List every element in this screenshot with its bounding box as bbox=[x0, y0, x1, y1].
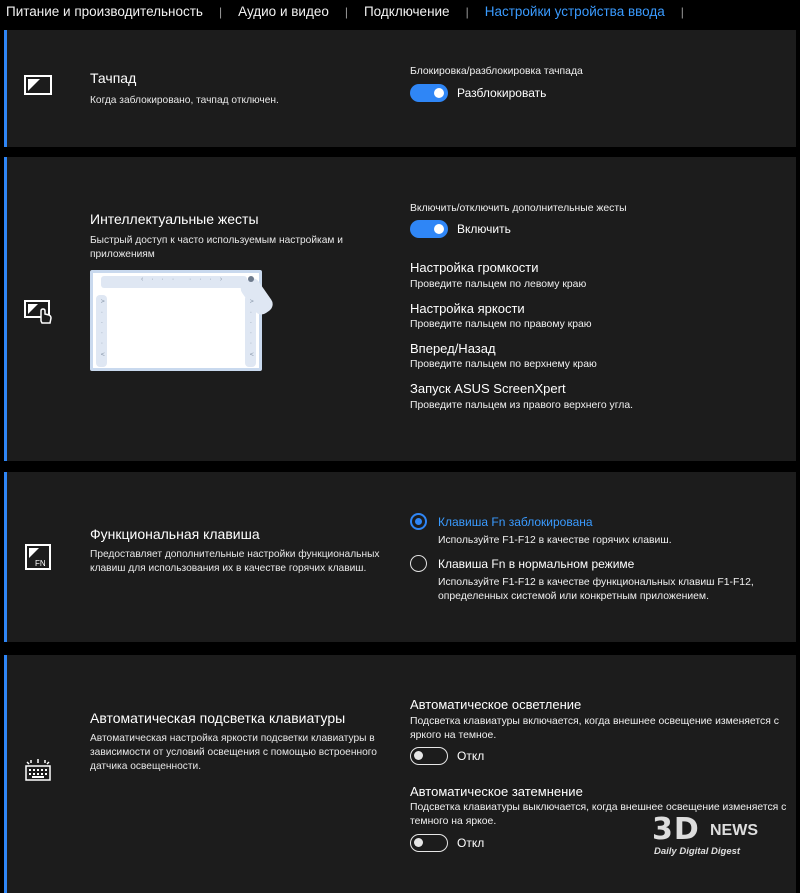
fn-normal-hint-line1: Используйте F1-F12 в качестве функциональных клавиш F1-F12, bbox=[438, 577, 754, 588]
gestures-enable-toggle[interactable] bbox=[410, 220, 448, 238]
fn-normal-title[interactable]: Клавиша Fn в нормальном режиме bbox=[438, 557, 635, 571]
fn-locked-title[interactable]: Клавиша Fn заблокирована bbox=[438, 515, 593, 529]
backlight-title: Автоматическая подсветка клавиатуры bbox=[90, 710, 346, 726]
fn-normal-hint-line2: определенных системой или конкретным приложением. bbox=[438, 591, 709, 602]
auto-dim-hint-line2: темного на яркое. bbox=[410, 816, 497, 827]
fn-key-icon bbox=[23, 542, 53, 572]
auto-brighten-hint-line2: яркого на темное. bbox=[410, 730, 497, 741]
3dnews-watermark bbox=[652, 812, 792, 862]
gesture-navigation-hint: Проведите пальцем по верхнему краю bbox=[410, 359, 597, 370]
fnkey-description-line1: Предоставляет дополнительные настройки функциональных bbox=[90, 549, 380, 560]
auto-dim-hint-line1: Подсветка клавиатуры выключается, когда внешнее освещение изменяется с bbox=[410, 802, 787, 813]
svg-text:FN: FN bbox=[35, 559, 46, 568]
touch-gesture-icon bbox=[23, 295, 53, 325]
auto-brighten-toggle[interactable] bbox=[410, 747, 448, 765]
fn-normal-radio[interactable] bbox=[410, 555, 427, 572]
backlight-description-line2: зависимости от условий освещения с помощью встроенного bbox=[90, 747, 377, 758]
gestures-toggle-text: Включить bbox=[457, 222, 511, 236]
touchpad-lock-toggle[interactable] bbox=[410, 84, 448, 102]
gesture-screenxpert-title: Запуск ASUS ScreenXpert bbox=[410, 381, 566, 396]
gesture-brightness-title: Настройка яркости bbox=[410, 301, 525, 316]
tab-separator: | bbox=[218, 5, 223, 19]
touchpad-icon bbox=[23, 70, 53, 100]
gestures-description-line2: приложениям bbox=[90, 249, 155, 260]
backlight-description-line1: Автоматическая настройка яркости подсветки клавиатуры в bbox=[90, 733, 375, 744]
auto-brighten-title: Автоматическое осветление bbox=[410, 697, 582, 712]
auto-dim-toggle[interactable] bbox=[410, 834, 448, 852]
gestures-illustration bbox=[90, 270, 262, 371]
top-arrows: ‹ · · · bbox=[141, 276, 178, 283]
right-arrows: ˄ · · · · ˅ bbox=[247, 299, 254, 360]
tab-separator: | bbox=[344, 5, 348, 19]
touchpad-card bbox=[4, 30, 796, 147]
auto-dim-toggle-text: Откл bbox=[457, 836, 485, 850]
fn-locked-radio[interactable] bbox=[410, 513, 427, 530]
tab-connection[interactable]: Подключение bbox=[363, 4, 450, 19]
top-arrows: · · · › bbox=[189, 276, 226, 283]
touchpad-description: Когда заблокировано, тачпад отключен. bbox=[90, 95, 279, 106]
fn-locked-hint: Используйте F1-F12 в качестве горячих клавиш. bbox=[438, 535, 672, 546]
settings-tab-bar bbox=[0, 0, 800, 24]
watermark-tagline: Daily Digital Digest bbox=[654, 846, 741, 857]
gesture-brightness-hint: Проведите пальцем по правому краю bbox=[410, 319, 592, 330]
auto-brighten-toggle-text: Откл bbox=[457, 749, 485, 763]
gesture-volume-title: Настройка громкости bbox=[410, 260, 539, 275]
tab-audio-video[interactable]: Аудио и видео bbox=[238, 4, 329, 19]
tab-separator: | bbox=[465, 5, 469, 19]
auto-brighten-hint-line1: Подсветка клавиатуры включается, когда внешнее освещение изменяется с bbox=[410, 716, 779, 727]
tab-separator: | bbox=[680, 5, 684, 19]
touchpad-lock-label: Блокировка/разблокировка тачпада bbox=[410, 66, 583, 77]
tab-power-performance[interactable]: Питание и производительность bbox=[6, 4, 203, 19]
gestures-title: Интеллектуальные жесты bbox=[90, 211, 259, 227]
function-key-card bbox=[4, 472, 796, 642]
auto-dim-title: Автоматическое затемнение bbox=[410, 784, 583, 799]
gesture-screenxpert-hint: Проведите пальцем из правого верхнего угла. bbox=[410, 400, 633, 411]
corner-dot bbox=[248, 276, 254, 282]
gesture-volume-hint: Проведите пальцем по левому краю bbox=[410, 279, 587, 290]
watermark-brand: 3D bbox=[652, 812, 700, 847]
left-arrows: ˄ · · · · ˅ bbox=[98, 299, 105, 360]
fnkey-description-line2: клавиш для использования их в качестве горячих клавиш. bbox=[90, 563, 367, 574]
backlight-description-line3: датчика освещенности. bbox=[90, 761, 202, 772]
corner-swipe-zone bbox=[238, 275, 276, 318]
gestures-enable-label: Включить/отключить дополнительные жесты bbox=[410, 203, 627, 214]
keyboard-backlight-icon bbox=[23, 755, 53, 785]
watermark-brand-suffix: NEWS bbox=[710, 822, 758, 839]
touchpad-toggle-text: Разблокировать bbox=[457, 86, 547, 100]
gesture-navigation-title: Вперед/Назад bbox=[410, 341, 496, 356]
tab-input-device-settings[interactable]: Настройки устройства ввода bbox=[484, 4, 665, 19]
touchpad-title: Тачпад bbox=[90, 70, 137, 86]
gestures-description-line1: Быстрый доступ к часто используемым настройкам и bbox=[90, 235, 343, 246]
smart-gestures-card bbox=[4, 157, 796, 461]
fnkey-title: Функциональная клавиша bbox=[90, 526, 260, 542]
